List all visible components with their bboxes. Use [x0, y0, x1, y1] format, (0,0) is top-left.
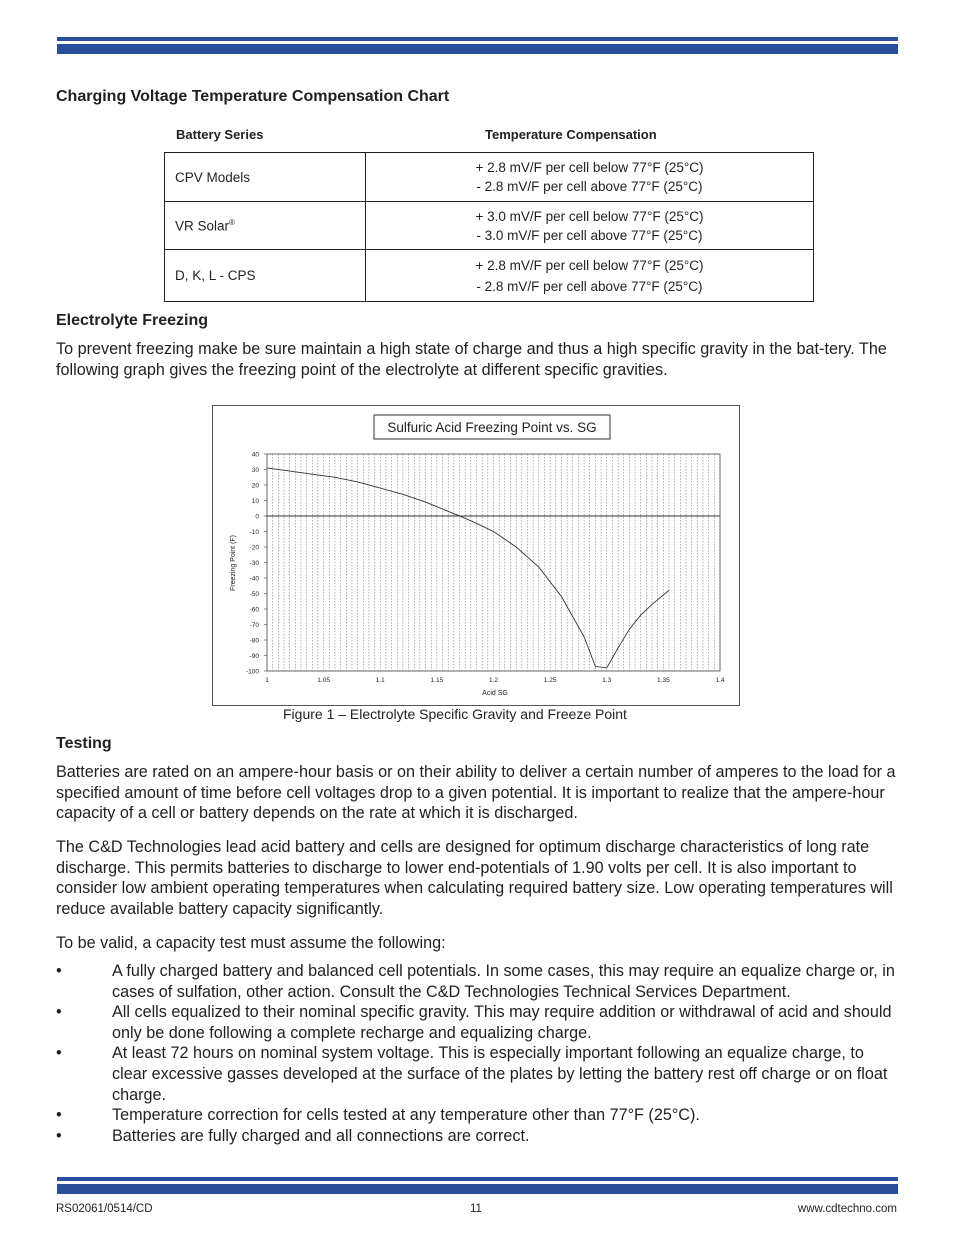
list-item: • At least 72 hours on nominal system voltage. This is especially important following an equalize charge, to clear excessive gasses developed at the surface of the plates by letting the battery rest off charge or on float charge. [56, 1044, 888, 1104]
y-tick-label: 10 [251, 498, 259, 505]
x-tick-label: 1.15 [430, 677, 444, 684]
y-tick-label: -30 [249, 560, 259, 567]
series-cell: D, K, L - CPS [165, 250, 366, 302]
testing-paragraph-1: Batteries are rated on an ampere-hour basis or on their ability to deliver a certain number of amperes to the load for a specified amount of time before cell voltages drop to a given potential. It is important to realize that the ampere-hour capacity of a cell or battery depends on the rate at which it is discharged. [56, 763, 896, 823]
x-tick-label: 1.05 [317, 677, 330, 684]
x-tick-label: 1 [265, 677, 269, 684]
col-header-compensation: Temperature Compensation [485, 127, 657, 142]
x-tick-label: 1.2 [488, 677, 499, 684]
table-row [165, 250, 814, 302]
list-item: • All cells equalized to their nominal specific gravity. This may require addition or withdrawal of acid and should only be done following a complete recharge and equalizing charge. [56, 1003, 892, 1042]
y-tick-label: -10 [249, 529, 259, 536]
chart-title: Sulfuric Acid Freezing Point vs. SG [387, 420, 597, 435]
y-tick-label: 30 [251, 467, 259, 474]
freezing-point-chart [212, 405, 740, 706]
chart-svg [213, 406, 739, 705]
document-id: RS02061/0514/CD [56, 1203, 153, 1215]
page-number: 11 [470, 1203, 482, 1215]
list-item: • A fully charged battery and balanced cell potentials. In some cases, this may require an equalize charge or, in cases of sulfation, other action. Consult the C&D Technologies Technical Services Department. [56, 962, 895, 1001]
section-title: Charging Voltage Temperature Compensation Chart [56, 88, 450, 105]
x-tick-label: 1.35 [657, 677, 670, 684]
y-tick-label: -20 [249, 544, 259, 552]
x-tick-label: 1.4 [715, 677, 725, 684]
x-tick-label: 1.3 [602, 677, 612, 684]
compensation-cell: + 2.8 mV/F per cell below 77°F (25°C) - 2.8 mV/F per cell above 77°F (25°C) [366, 250, 814, 302]
compensation-cell: + 2.8 mV/F per cell below 77°F (25°C) - 2.8 mV/F per cell above 77°F (25°C) [366, 153, 814, 202]
freezing-point-series-line [267, 468, 669, 668]
freezing-paragraph: To prevent freezing make be sure maintain a high state of charge and thus a high specific gravity in the bat-tery. The following graph gives the freezing point of the electrolyte at different specific gravities. [56, 340, 887, 379]
y-tick-label: -40 [249, 575, 259, 583]
y-axis-label: Freezing Point (F) [230, 534, 237, 592]
series-cell: VR Solar® [165, 202, 366, 250]
y-tick-label: -70 [249, 622, 259, 629]
footer-rule [57, 1177, 898, 1194]
website: www.cdtechno.com [797, 1203, 897, 1215]
electrolyte-freezing-heading: Electrolyte Freezing [56, 312, 209, 329]
registered-mark: ® [229, 217, 235, 227]
figure-caption: Figure 1 – Electrolyte Specific Gravity and Freeze Point [283, 706, 627, 722]
compensation-cell: + 3.0 mV/F per cell below 77°F (25°C) - 3.0 mV/F per cell above 77°F (25°C) [366, 202, 814, 250]
list-item: • Batteries are fully charged and all connections are correct. [56, 1126, 530, 1145]
y-tick-label: -50 [249, 591, 259, 598]
y-tick-label: 20 [251, 482, 259, 490]
y-tick-label: 0 [255, 513, 259, 521]
testing-heading: Testing [56, 735, 112, 752]
y-tick-label: -80 [249, 637, 259, 645]
compensation-table [164, 152, 814, 302]
testing-paragraph-3: To be valid, a capacity test must assume the following: [56, 934, 446, 952]
table-row [165, 153, 814, 202]
table-row [165, 202, 814, 250]
x-tick-label: 1.1 [375, 677, 385, 684]
y-tick-label: 40 [251, 451, 259, 459]
y-tick-label: -60 [249, 606, 259, 614]
y-tick-label: -100 [245, 668, 259, 676]
testing-paragraph-2: The C&D Technologies lead acid battery and cells are designed for optimum discharge characteristics of long rate discharge. This permits batteries to discharge to lower end-potentials of 1.90 volts per cell. It is also important to consider low ambient operating temperatures when calculating required battery size. Low operating temperatures will reduce available battery capacity significantly. [56, 838, 893, 918]
col-header-series: Battery Series [176, 127, 264, 142]
assumption-list [56, 961, 896, 1146]
header-rule [57, 37, 898, 54]
x-tick-label: 1.25 [543, 677, 557, 684]
series-cell: CPV Models [165, 153, 366, 202]
x-axis-label: Acid SG [482, 690, 508, 697]
y-tick-label: -90 [249, 653, 259, 660]
list-item: • Temperature correction for cells tested at any temperature other than 77°F (25°C). [56, 1106, 700, 1125]
